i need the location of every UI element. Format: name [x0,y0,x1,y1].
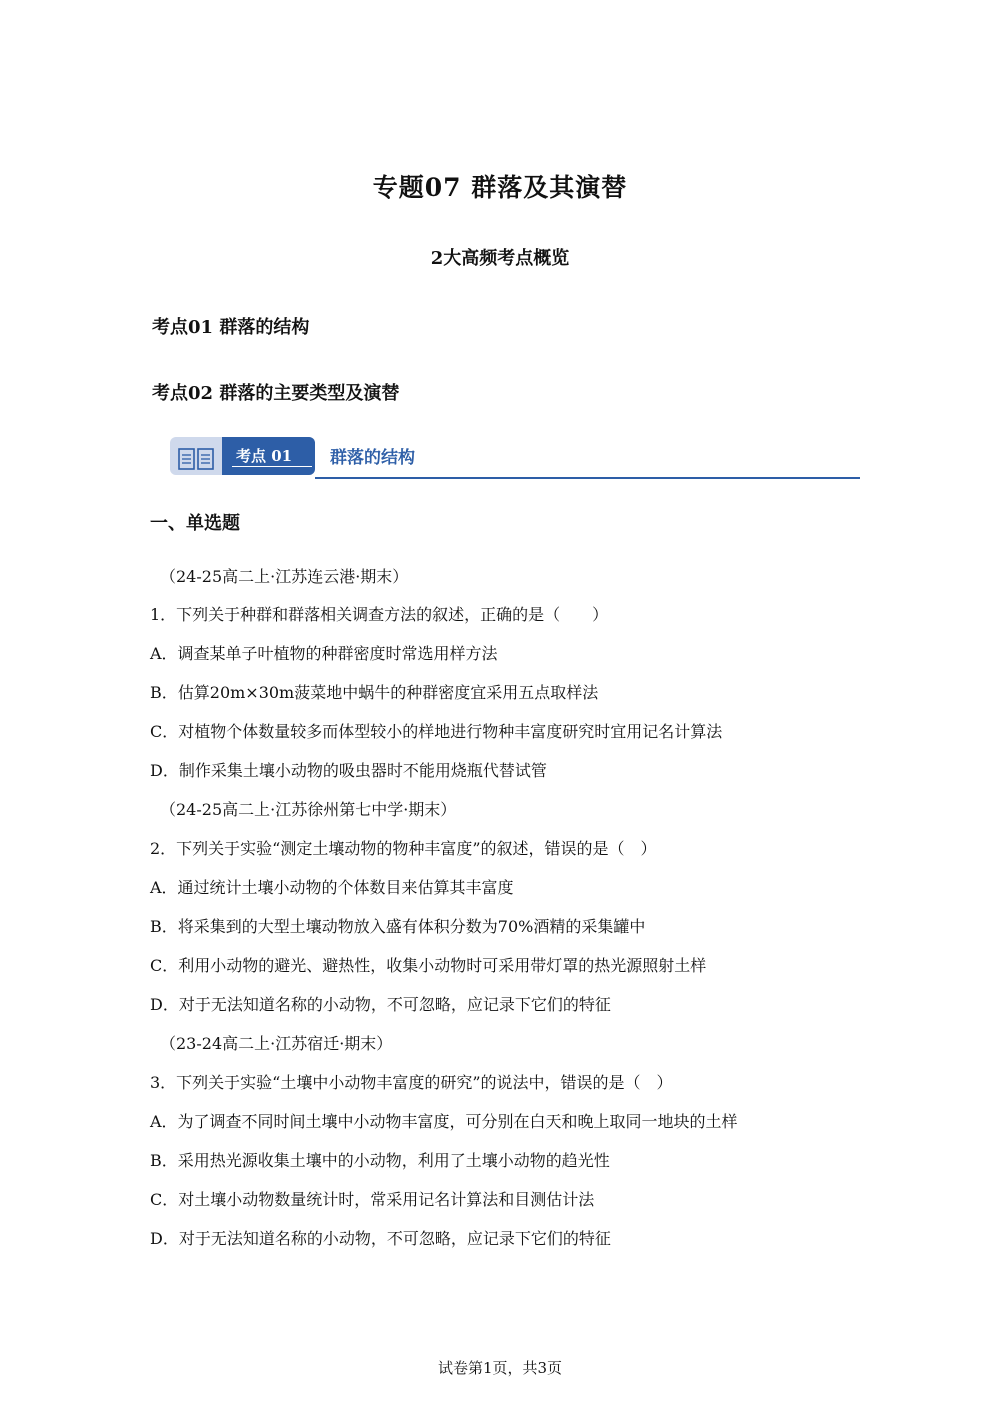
question-1-option-d: D．制作采集土壤小动物的吸虫器时不能用烧瓶代替试管 [150,761,547,780]
question-2-stem: 2．下列关于实验“测定土壤动物的物种丰富度”的叙述，错误的是（ ） [150,839,657,858]
banner-tab-underline [232,466,312,467]
banner-heading: 群落的结构 [330,448,415,468]
question-2-option-c: C．利用小动物的避光、避热性，收集小动物时可采用带灯罩的热光源照射土样 [150,956,707,975]
kaodian-item-2: 考点02 群落的主要类型及演替 [152,383,400,404]
kaodian-banner [170,437,860,481]
question-3-stem: 3．下列关于实验“土壤中小动物丰富度的研究”的说法中，错误的是（ ） [150,1073,673,1092]
question-3-option-d: D．对于无法知道名称的小动物，不可忽略，应记录下它们的特征 [150,1229,611,1248]
book-icon [178,448,214,470]
banner-rule [315,477,860,479]
question-3-option-b: B．采用热光源收集土壤中的小动物，利用了土壤小动物的趋光性 [150,1151,610,1170]
kaodian-item-1: 考点01 群落的结构 [152,317,310,338]
page-footer: 试卷第1页，共3页 [437,1359,563,1377]
page-title: 专题07 群落及其演替 [372,173,628,202]
question-2-option-d: D．对于无法知道名称的小动物，不可忽略，应记录下它们的特征 [150,995,611,1014]
question-1-stem: 1．下列关于种群和群落相关调查方法的叙述，正确的是（ ） [150,605,609,624]
banner-tab-label: 考点 01 [236,447,293,465]
section-title: 一、单选题 [150,513,240,534]
question-3-source: （23-24高二上·江苏宿迁·期末） [160,1034,393,1053]
question-1-source: （24-25高二上·江苏连云港·期末） [160,567,409,586]
question-2-source: （24-25高二上·江苏徐州第七中学·期末） [160,800,457,819]
question-2-option-b: B．将采集到的大型土壤动物放入盛有体积分数为70%酒精的采集罐中 [150,917,646,936]
question-1-option-b: B．估算20m×30m菠菜地中蜗牛的种群密度宜采用五点取样法 [150,683,599,702]
question-1-option-a: A．调查某单子叶植物的种群密度时常选用样方法 [150,644,498,663]
question-3-option-a: A．为了调查不同时间土壤中小动物丰富度，可分别在白天和晚上取同一地块的土样 [150,1112,738,1131]
question-3-option-c: C．对土壤小动物数量统计时，常采用记名计算法和目测估计法 [150,1190,595,1209]
overview-heading: 2大高频考点概览 [430,248,570,269]
question-2-option-a: A．通过统计土壤小动物的个体数目来估算其丰富度 [150,878,514,897]
question-1-option-c: C．对植物个体数量较多而体型较小的样地进行物种丰富度研究时宜用记名计算法 [150,722,723,741]
